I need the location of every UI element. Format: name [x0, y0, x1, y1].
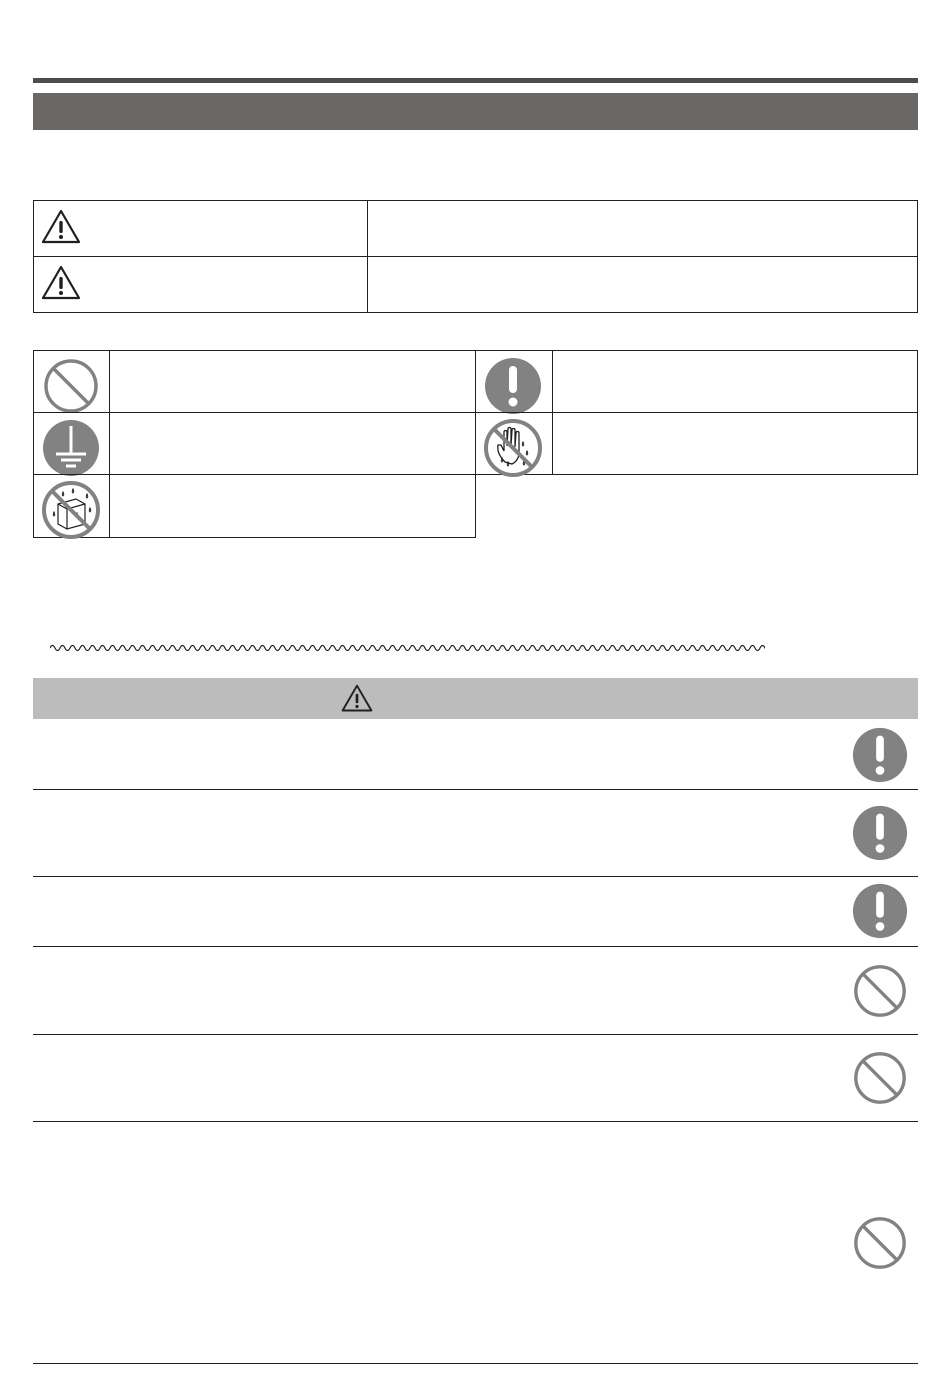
- row-divider: [33, 946, 918, 947]
- no-water-exposure-icon: [34, 475, 110, 537]
- caution-section-header: [33, 678, 918, 719]
- warning-row: [34, 201, 918, 257]
- row-divider: [33, 1034, 918, 1035]
- symbol-legend-mandatory: [475, 350, 918, 413]
- no-wet-hands-icon: [476, 413, 553, 474]
- mandatory-action-icon: [851, 726, 909, 784]
- top-rule: [33, 78, 918, 83]
- ground-connection-icon: [34, 413, 110, 474]
- row-divider: [33, 876, 918, 877]
- row-divider: [33, 1363, 918, 1364]
- caution-triangle-icon: [41, 265, 81, 305]
- mandatory-action-icon: [851, 804, 909, 862]
- caution-description: [368, 257, 918, 313]
- symbol-legend-no-wet-hands: [475, 412, 918, 475]
- symbol-legend-no-water: [33, 474, 476, 538]
- warning-triangle-icon: [41, 209, 81, 249]
- wavy-divider: [50, 640, 765, 656]
- signal-level-table: [33, 200, 918, 313]
- mandatory-action-icon: [476, 351, 553, 412]
- warning-description: [368, 201, 918, 257]
- symbol-legend-ground: [33, 412, 476, 475]
- caution-label-cell: [34, 257, 368, 313]
- prohibited-icon: [851, 962, 909, 1020]
- row-divider: [33, 789, 918, 790]
- mandatory-action-icon: [851, 882, 909, 940]
- symbol-legend-prohibited: [33, 350, 476, 413]
- caution-triangle-icon: [341, 684, 373, 713]
- prohibited-icon: [34, 351, 110, 412]
- section-title-bar: [33, 93, 918, 130]
- prohibited-icon: [851, 1049, 909, 1107]
- row-divider: [33, 1121, 918, 1122]
- caution-row: [34, 257, 918, 313]
- prohibited-icon: [851, 1214, 909, 1272]
- warning-label-cell: [34, 201, 368, 257]
